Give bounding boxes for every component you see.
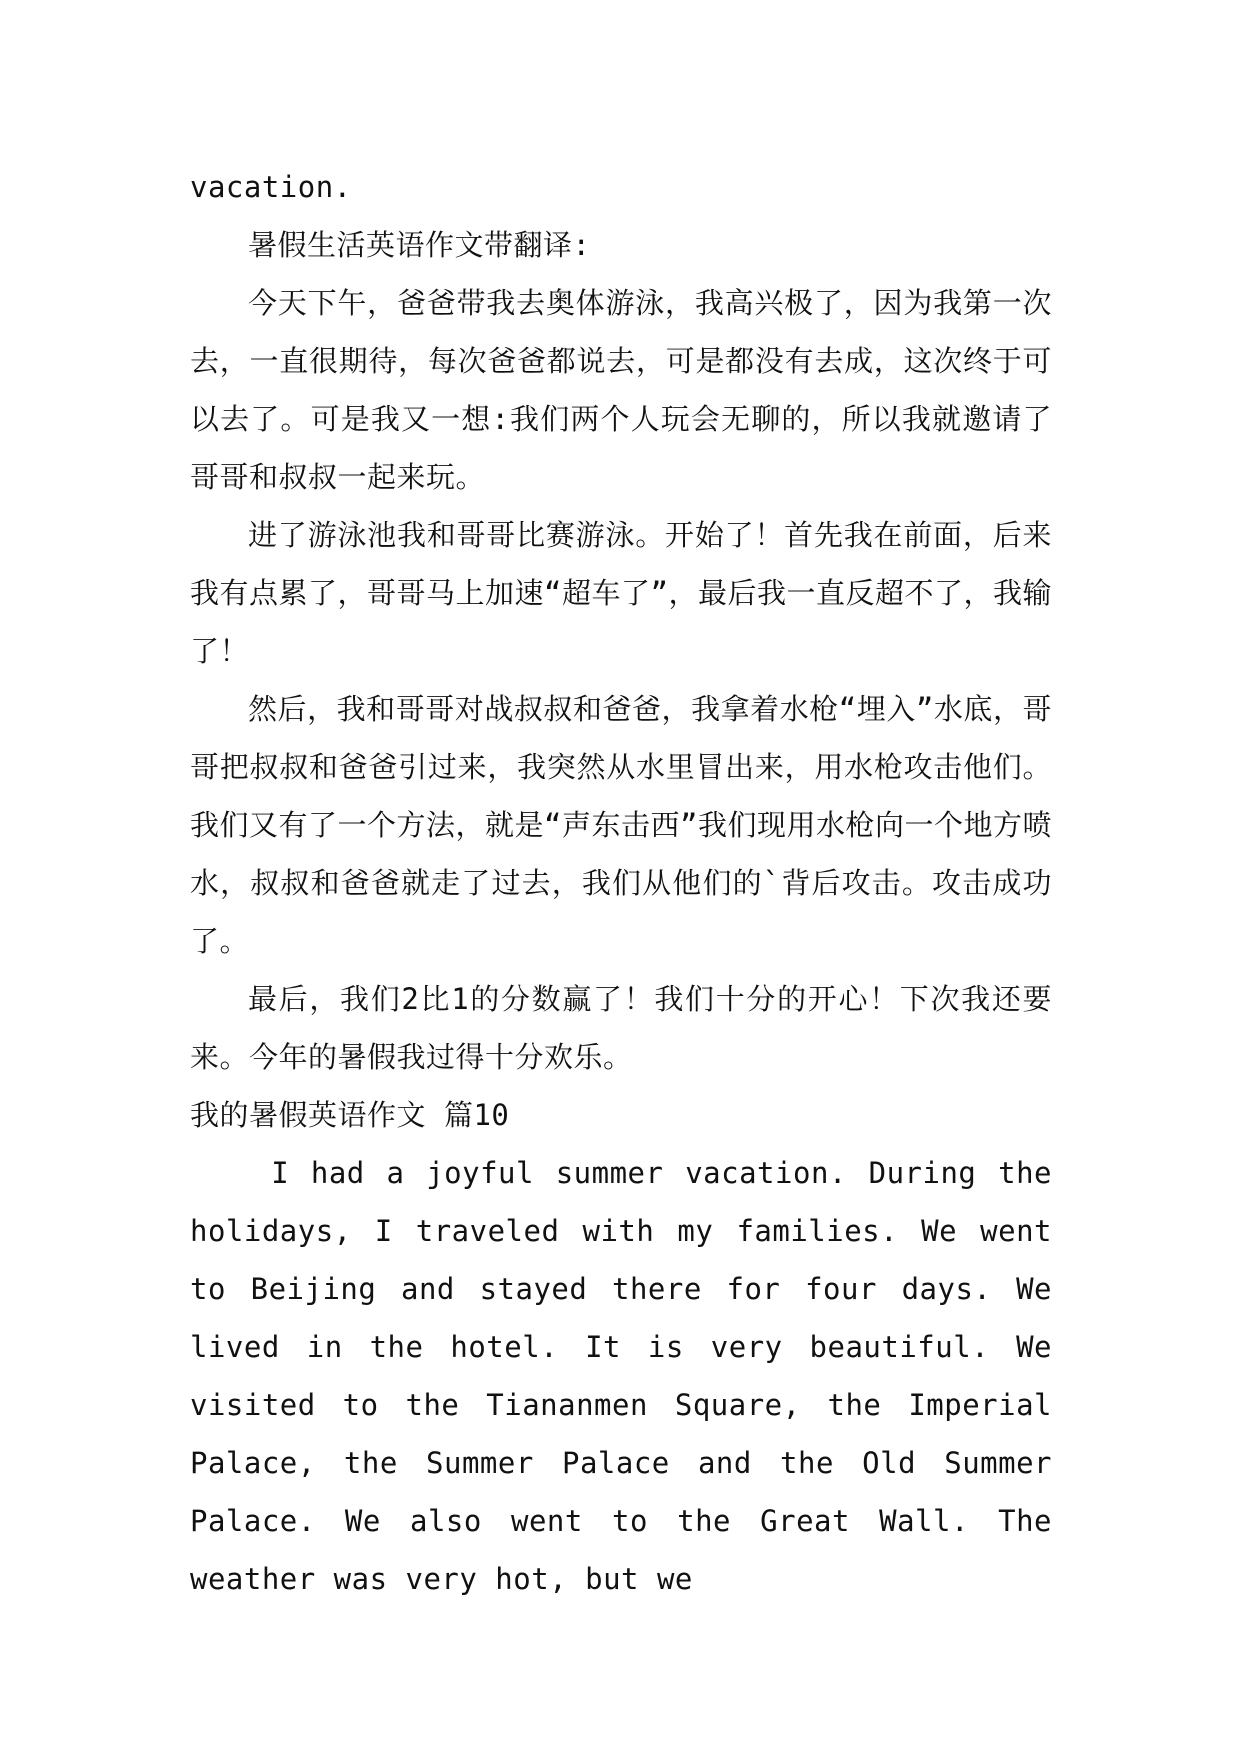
section-heading: 我的暑假英语作文 篇10: [190, 1098, 510, 1132]
section-subtitle: 暑假生活英语作文带翻译:: [248, 228, 591, 262]
paragraph-cn-1: 今天下午，爸爸带我去奥体游泳，我高兴极了，因为我第一次去，一直很期待，每次爸爸都说去，可是都没有去成，这次终于可以去了。可是我又一想:我们两个人玩会无聊的，所以我就邀请了哥哥和叔叔一起来玩。: [190, 286, 1052, 494]
continued-text: vacation.: [190, 170, 352, 204]
document-body: [190, 158, 1052, 1608]
paragraph-cn-2: 进了游泳池我和哥哥比赛游泳。开始了！首先我在前面，后来我有点累了，哥哥马上加速“超车了”，最后我一直反超不了，我输了！: [190, 518, 1052, 668]
paragraph-en: I had a joyful summer vacation. During the holidays, I traveled with my families. We went to Beijing and stayed there for four days. We lived in the hotel. It is very beautiful. We visited to the Tiananmen Square, the Imperial Palace, the Summer Palace and the Old Summer Palace. We also went to the Great Wall. The weather was very hot, but we: [190, 1156, 1052, 1596]
paragraph-cn-4: 最后，我们2比1的分数赢了！我们十分的开心！下次我还要来。今年的暑假我过得十分欢乐。: [190, 982, 1052, 1074]
paragraph-cn-3: 然后，我和哥哥对战叔叔和爸爸，我拿着水枪“埋入”水底，哥哥把叔叔和爸爸引过来，我突然从水里冒出来，用水枪攻击他们。我们又有了一个方法，就是“声东击西”我们现用水枪向一个地方喷水，叔叔和爸爸就走了过去，我们从他们的`背后攻击。攻击成功了。: [190, 692, 1052, 958]
